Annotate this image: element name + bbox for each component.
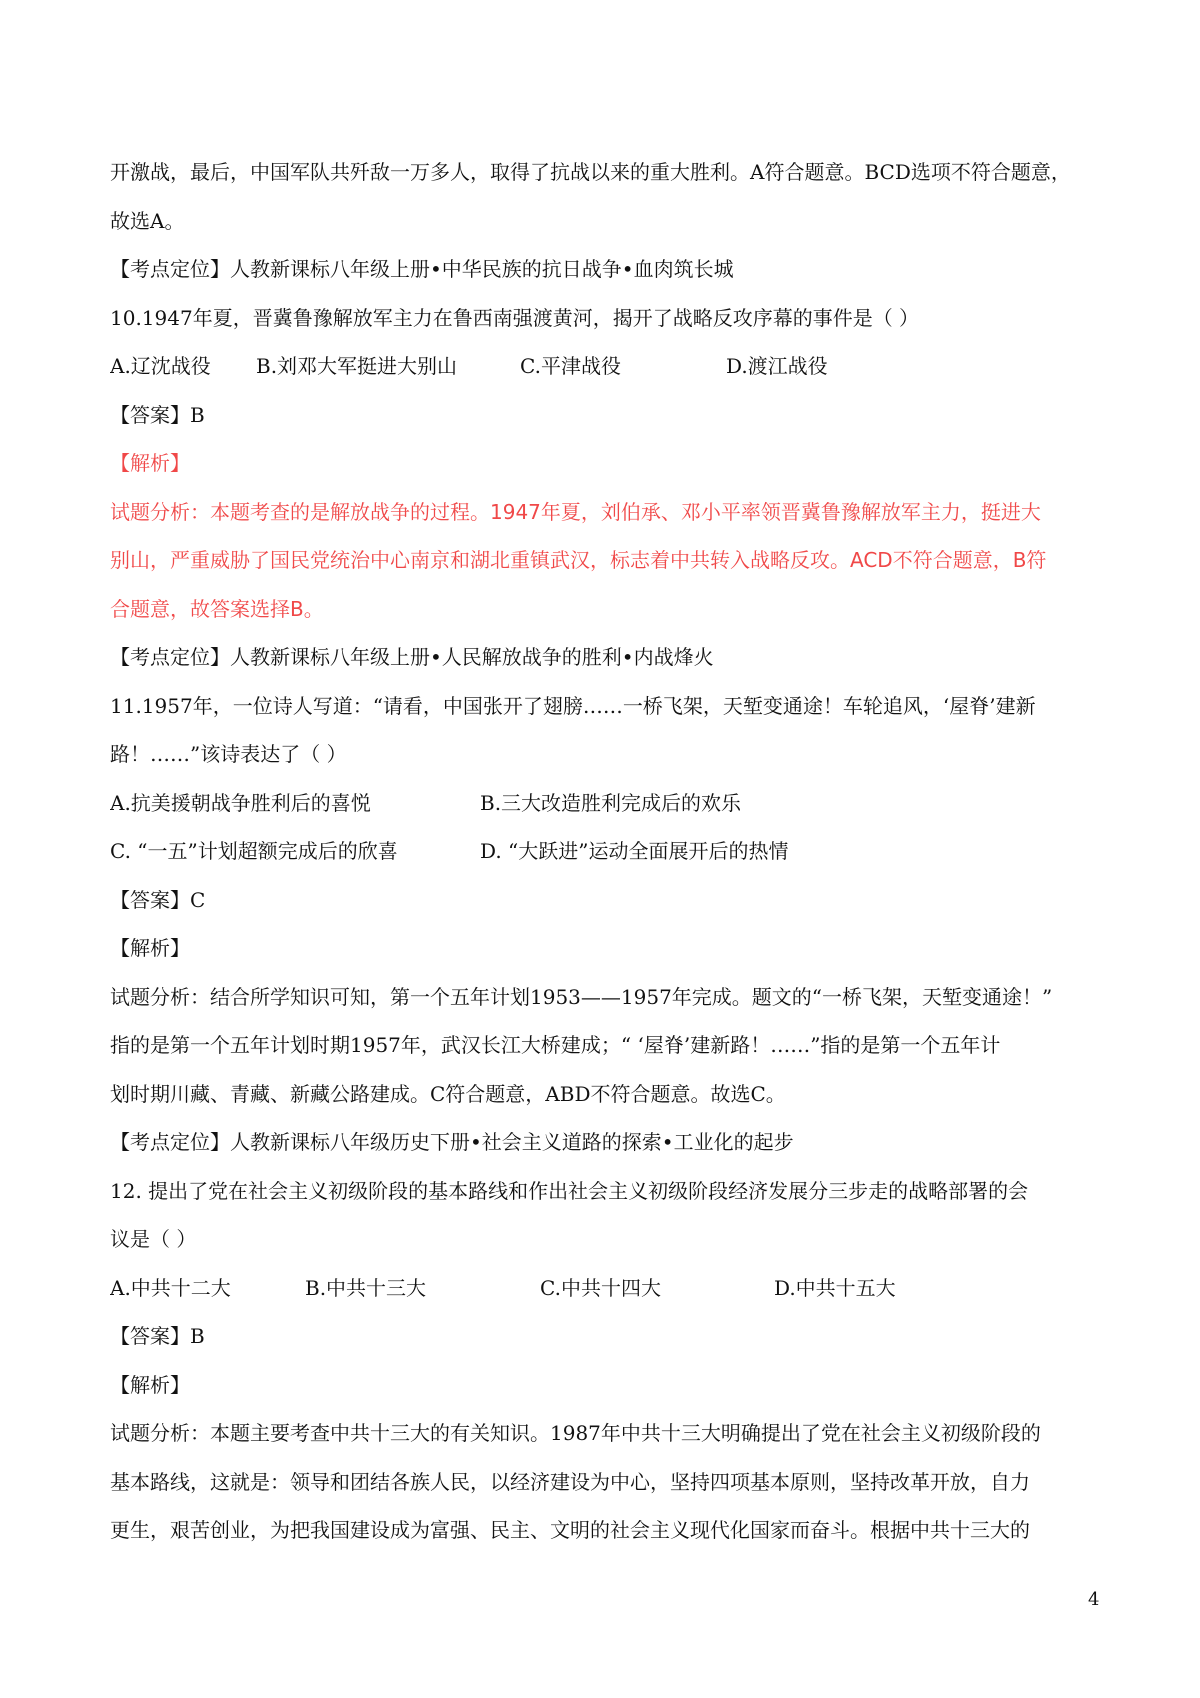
- option-d: D. “大跃进”运动全面展开后的热情: [480, 839, 789, 863]
- question-11-options-ab: [110, 779, 1100, 828]
- analysis-text: 指的是第一个五年计划时期1957年，武汉长江大桥建成；“ ‘屋脊’建新路！……”指的是第一个五年计: [110, 1033, 1001, 1057]
- question-11: 11.1957年，一位诗人写道：“请看，中国张开了翅膀……一桥飞架，天堑变通途！车轮追风，‘屋脊’建新: [110, 693, 1036, 718]
- analysis-heading: 【解析】: [110, 1372, 190, 1397]
- question-11-options-cd: [110, 827, 1100, 876]
- answer: 【答案】B: [110, 1324, 205, 1348]
- text-line: 故选A。: [110, 208, 185, 233]
- question-11-cont: 路！……”该诗表达了（ ）: [110, 742, 347, 766]
- option-a: A.抗美援朝战争胜利后的喜悦: [110, 790, 371, 815]
- analysis-text: 更生，艰苦创业，为把我国建设成为富强、民主、文明的社会主义现代化国家而奋斗。根据中共十三大的: [110, 1518, 1030, 1542]
- analysis-heading: 【解析】: [110, 936, 190, 960]
- question-12-cont: 议是（ ）: [110, 1227, 197, 1251]
- question-10: 10.1947年夏，晋冀鲁豫解放军主力在鲁西南强渡黄河，揭开了战略反攻序幕的事件是（ ）: [110, 305, 920, 330]
- knowledge-point: 【考点定位】人教新课标八年级上册•中华民族的抗日战争•血肉筑长城: [110, 257, 734, 281]
- option-a: A.中共十二大: [110, 1275, 231, 1300]
- analysis-text: 试题分析：本题主要考查中共十三大的有关知识。1987年中共十三大明确提出了党在社会主义初级阶段的: [110, 1421, 1041, 1445]
- analysis-text: 合题意，故答案选择B。: [110, 596, 324, 621]
- option-b: B.三大改造胜利完成后的欢乐: [480, 790, 742, 815]
- option-a: A.辽沈战役: [110, 354, 211, 378]
- option-c: C. “一五”计划超额完成后的欣喜: [110, 839, 398, 863]
- analysis-text: 试题分析：结合所学知识可知，第一个五年计划1953——1957年完成。题文的“一桥飞架，天堑变通途！”: [110, 984, 1053, 1009]
- text-line: 开激战，最后，中国军队共歼敌一万多人，取得了抗战以来的重大胜利。A符合题意。BCD选项不符合题意，: [110, 160, 1071, 184]
- option-d: D.渡江战役: [726, 354, 828, 378]
- option-c: C.中共十四大: [540, 1275, 661, 1300]
- analysis-heading: 【解析】: [110, 451, 190, 475]
- analysis-text: 划时期川藏、青藏、新藏公路建成。C符合题意，ABD不符合题意。故选C。: [110, 1081, 786, 1106]
- question-12-options: [110, 1264, 1100, 1313]
- page-content: [110, 148, 1100, 1555]
- option-b: B.中共十三大: [305, 1275, 427, 1300]
- analysis-text: 别山，严重威胁了国民党统治中心南京和湖北重镇武汉，标志着中共转入战略反攻。ACD不符合题意，B符: [110, 548, 1047, 572]
- option-c: C.平津战役: [520, 354, 621, 378]
- knowledge-point: 【考点定位】人教新课标八年级上册•人民解放战争的胜利•内战烽火: [110, 645, 714, 669]
- answer: 【答案】B: [110, 402, 205, 427]
- question-10-options: [110, 342, 1100, 391]
- analysis-text: 基本路线，这就是：领导和团结各族人民，以经济建设为中心，坚持四项基本原则，坚持改革开放，自力: [110, 1469, 1030, 1494]
- analysis-text: 试题分析：本题考查的是解放战争的过程。1947年夏，刘伯承、邓小平率领晋冀鲁豫解放军主力，挺进大: [110, 499, 1041, 524]
- knowledge-point: 【考点定位】人教新课标八年级历史下册•社会主义道路的探索•工业化的起步: [110, 1130, 794, 1154]
- page-number: 4: [1088, 1589, 1100, 1610]
- option-b: B.刘邓大军挺进大别山: [256, 354, 458, 378]
- option-d: D.中共十五大: [774, 1275, 896, 1300]
- question-12: 12. 提出了党在社会主义初级阶段的基本路线和作出社会主义初级阶段经济发展分三步走的战略部署的会: [110, 1178, 1029, 1203]
- answer: 【答案】C: [110, 887, 206, 912]
